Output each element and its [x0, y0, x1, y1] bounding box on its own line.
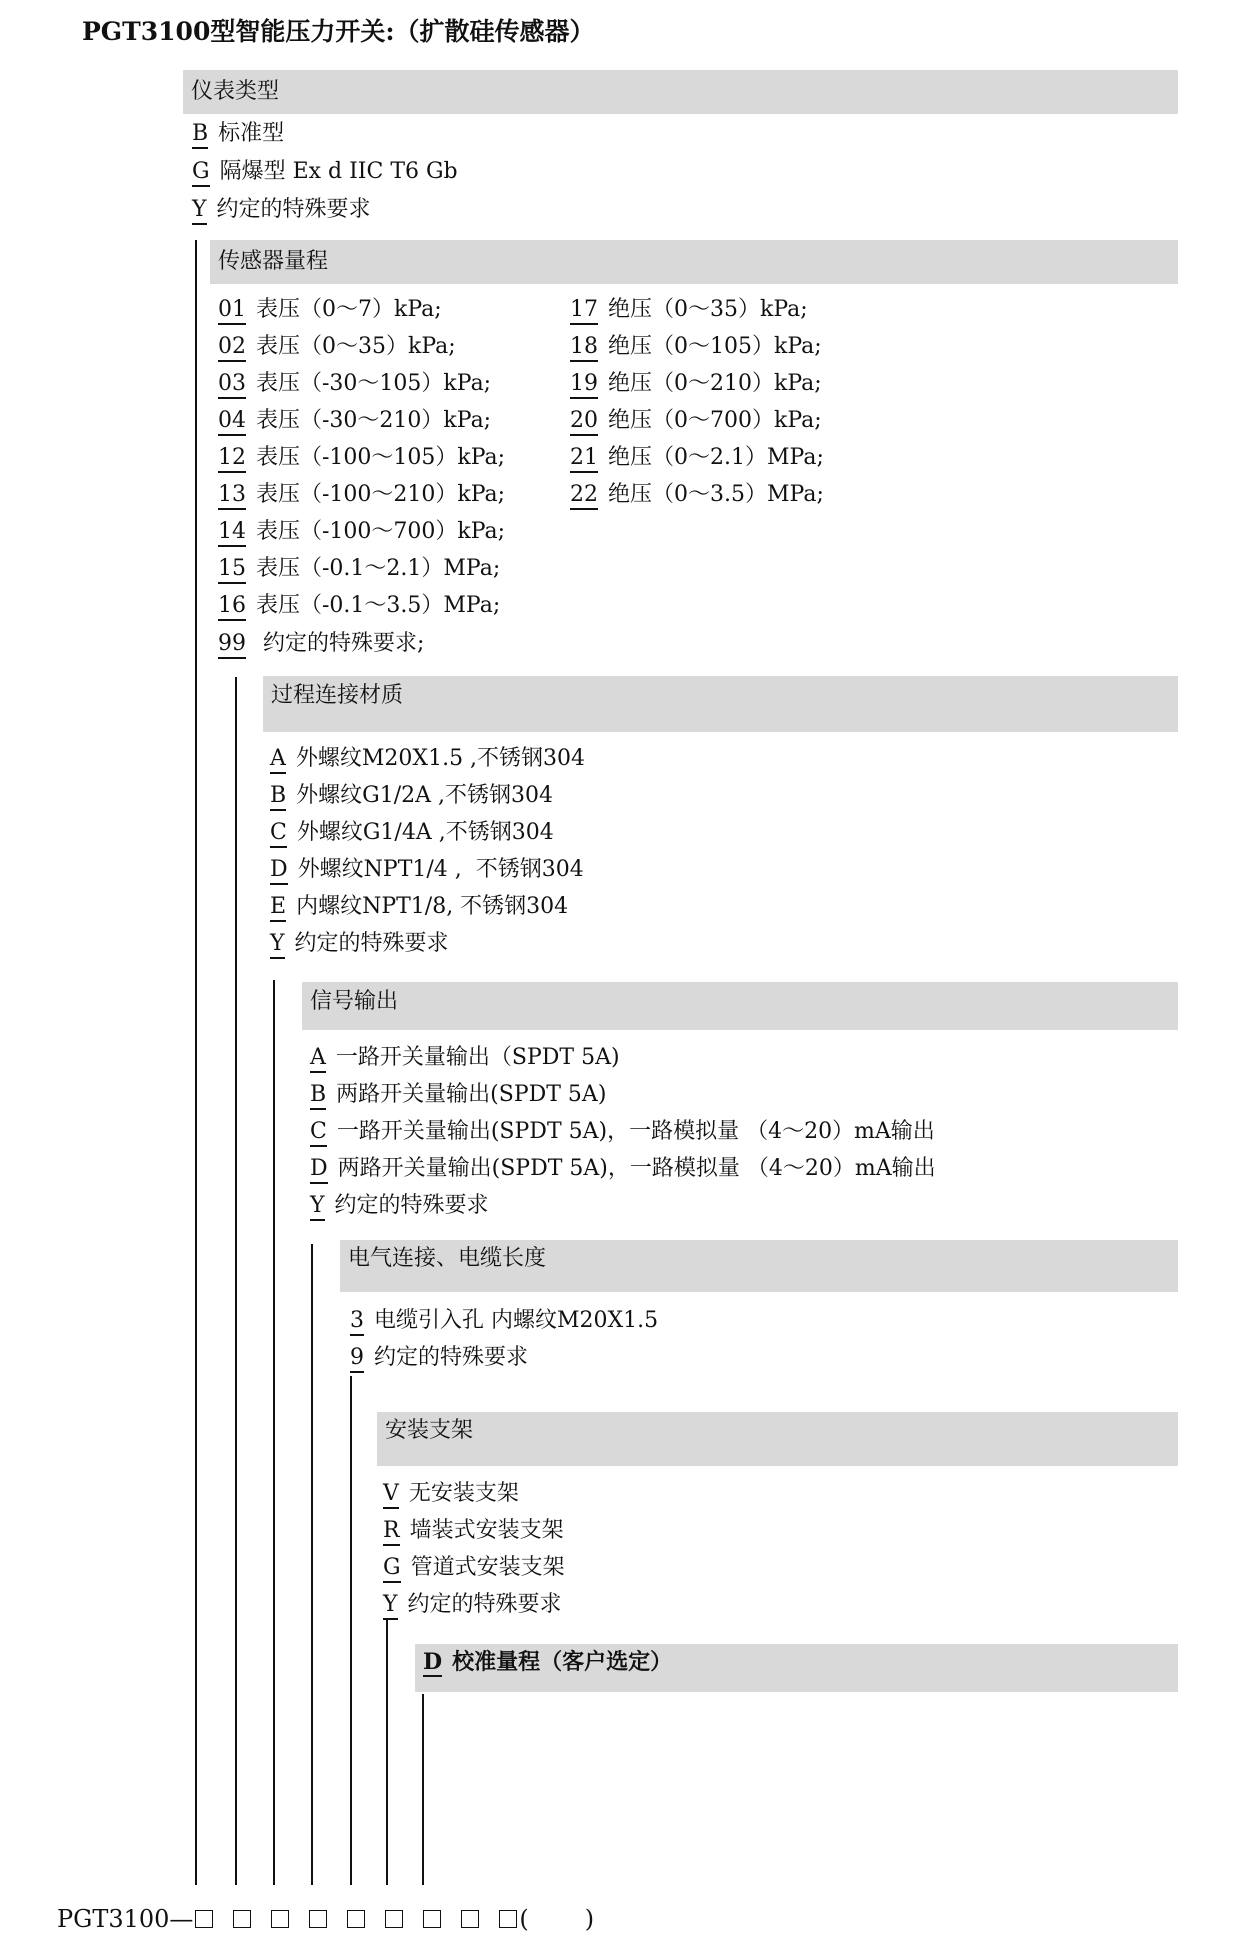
option-signal-b: B 两路开关量输出(SPDT 5A) — [310, 1081, 606, 1110]
suffix-close: ) — [584, 1905, 595, 1933]
section-header-process-connection: 过程连接材质 — [263, 676, 1178, 732]
connector-line-mounting-bracket — [386, 1620, 388, 1885]
slot-box — [195, 1910, 213, 1928]
section-header-mounting-bracket: 安装支架 — [377, 1412, 1178, 1466]
option-range-14: 14 表压（-100～700）kPa; — [218, 518, 505, 547]
option-bracket-r: R 墙装式安装支架 — [383, 1517, 564, 1546]
page-title: PGT3100型智能压力开关:（扩散硅传感器） — [82, 17, 595, 46]
connector-line-sensor-range — [235, 677, 237, 1885]
calibration-code: D — [423, 1649, 443, 1675]
option-signal-c: C 一路开关量输出(SPDT 5A)，一路模拟量 （4～20）mA输出 — [310, 1118, 935, 1147]
section-header-signal-output: 信号输出 — [302, 982, 1178, 1030]
option-range-02: 02 表压（0～35）kPa; — [218, 333, 456, 362]
slot-box — [461, 1910, 479, 1928]
option-range-99: 99 约定的特殊要求; — [218, 630, 424, 659]
option-connection-d: D 外螺纹NPT1/4 , 不锈钢304 — [270, 856, 584, 885]
slot-box — [309, 1910, 327, 1928]
option-range-18: 18 绝压（0～105）kPa; — [570, 333, 822, 362]
section-header-instrument-type: 仪表类型 — [183, 70, 1178, 114]
option-connection-y: Y 约定的特殊要求 — [270, 930, 449, 959]
option-range-04: 04 表压（-30～210）kPa; — [218, 407, 491, 436]
option-range-01: 01 表压（0～7）kPa; — [218, 296, 442, 325]
option-connection-a: A 外螺纹M20X1.5 ,不锈钢304 — [270, 745, 585, 774]
slot-box — [385, 1910, 403, 1928]
connector-line-process-connection — [273, 980, 275, 1885]
model-code-footer — [57, 1905, 594, 1933]
slot-box — [271, 1910, 289, 1928]
option-connection-b: B 外螺纹G1/2A ,不锈钢304 — [270, 782, 553, 811]
option-range-12: 12 表压（-100～105）kPa; — [218, 444, 505, 473]
option-instrument-type-g: G 隔爆型 Ex d IIC T6 Gb — [192, 158, 458, 187]
option-instrument-type-y: Y 约定的特殊要求 — [192, 196, 371, 225]
slot-box — [233, 1910, 251, 1928]
option-connection-c: C 外螺纹G1/4A ,不锈钢304 — [270, 819, 554, 848]
option-range-03: 03 表压（-30～105）kPa; — [218, 370, 491, 399]
option-signal-a: A 一路开关量输出（SPDT 5A) — [310, 1044, 620, 1073]
option-signal-y: Y 约定的特殊要求 — [310, 1192, 489, 1221]
section-header-calibration — [415, 1644, 1178, 1692]
option-range-17: 17 绝压（0～35）kPa; — [570, 296, 808, 325]
option-range-20: 20 绝压（0～700）kPa; — [570, 407, 822, 436]
option-range-19: 19 绝压（0～210）kPa; — [570, 370, 822, 399]
slot-box — [347, 1910, 365, 1928]
model-prefix: PGT3100— — [57, 1905, 194, 1933]
section-header-sensor-range: 传感器量程 — [210, 240, 1178, 284]
option-range-16: 16 表压（-0.1～3.5）MPa; — [218, 592, 500, 621]
slot-box — [423, 1910, 441, 1928]
slot-box — [499, 1910, 517, 1928]
option-range-15: 15 表压（-0.1～2.1）MPa; — [218, 555, 500, 584]
option-range-13: 13 表压（-100～210）kPa; — [218, 481, 505, 510]
connector-line-electrical-connection — [350, 1376, 352, 1885]
option-signal-d: D 两路开关量输出(SPDT 5A)，一路模拟量 （4～20）mA输出 — [310, 1155, 936, 1184]
option-bracket-v: V 无安装支架 — [383, 1480, 519, 1509]
connector-line-instrument-type — [195, 240, 197, 1885]
section-header-electrical-connection: 电气连接、电缆长度 — [340, 1240, 1178, 1292]
option-electrical-9: 9 约定的特殊要求 — [350, 1344, 528, 1373]
connector-line-signal-output — [311, 1244, 313, 1885]
calibration-label: 校准量程（客户选定） — [452, 1649, 673, 1675]
option-electrical-3: 3 电缆引入孔 内螺纹M20X1.5 — [350, 1307, 658, 1336]
option-connection-e: E 内螺纹NPT1/8, 不锈钢304 — [270, 893, 568, 922]
option-bracket-g: G 管道式安装支架 — [383, 1554, 565, 1583]
connector-line-calibration — [422, 1694, 424, 1885]
option-instrument-type-b: B 标准型 — [192, 120, 284, 149]
option-range-22: 22 绝压（0～3.5）MPa; — [570, 481, 824, 510]
option-bracket-y: Y 约定的特殊要求 — [383, 1591, 562, 1620]
suffix-open: ( — [519, 1905, 529, 1933]
option-range-21: 21 绝压（0～2.1）MPa; — [570, 444, 824, 473]
